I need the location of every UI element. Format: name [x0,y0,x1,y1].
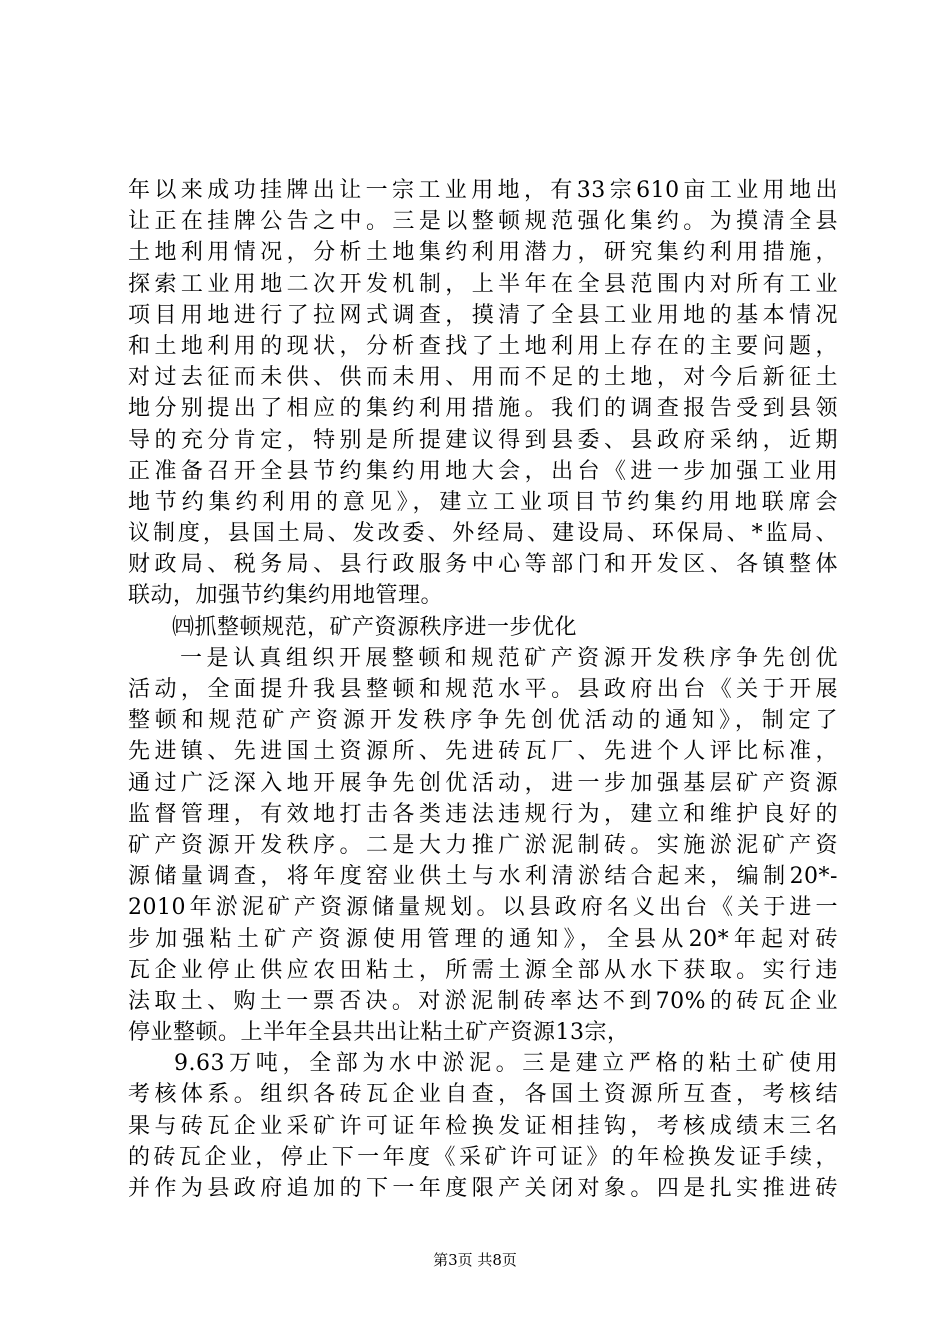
text-line: 对过去征而未供、供而未用、用而不足的土地，对今后新征土 [128,365,838,391]
text-line: 让正在挂牌公告之中。三是以整顿规范强化集约。为摸清全县 [128,209,838,235]
text-line: 2010年淤泥矿产资源储量规划。以县政府名义出台《关于进一 [128,895,838,921]
text-line: 的砖瓦企业，停止下一年度《采矿许可证》的年检换发证手续， [128,1144,838,1170]
text-line: 导的充分肯定，特别是所提建议得到县委、县政府采纳，近期 [128,427,838,453]
text-line: 先进镇、先进国土资源所、先进砖瓦厂、先进个人评比标准， [128,739,838,765]
text-line: 步加强粘土矿产资源使用管理的通知》，全县从20*年起对砖 [128,926,838,952]
text-line: 地分别提出了相应的集约利用措施。我们的调查报告受到县领 [128,396,838,422]
text-line: 财政局、税务局、县行政服务中心等部门和开发区、各镇整体 [128,552,838,578]
text-line: 土地利用情况，分析土地集约利用潜力，研究集约利用措施， [128,240,838,266]
page-number-footer: 第3页 共8页 [433,1251,517,1269]
text-line: 议制度，县国土局、发改委、外经局、建设局、环保局、*监局、 [128,521,838,547]
text-line: 地节约集约利用的意见》，建立工业项目节约集约用地联席会 [128,489,838,515]
text-line: 果与砖瓦企业采矿许可证年检换发证相挂钩，考核成绩末三名 [128,1113,838,1139]
body-text [128,175,838,1204]
text-line: 联动，加强节约集约用地管理。 [128,583,444,609]
text-line: 项目用地进行了拉网式调查，摸清了全县工业用地的基本情况 [128,302,838,328]
text-line: 年以来成功挂牌出让一宗工业用地，有33宗610亩工业用地出 [128,178,838,203]
text-line: 监督管理，有效地打击各类违法违规行为，建立和维护良好的 [128,801,838,827]
text-line: 瓦企业停止供应农田粘土，所需土源全部从水下获取。实行违 [128,957,838,983]
text-line: 源储量调查，将年度窑业供土与水利清淤结合起来，编制20*- [128,864,838,890]
text-line: 考核体系。组织各砖瓦企业自查，各国土资源所互查，考核结 [128,1082,838,1108]
text-line: 和土地利用的现状，分析查找了土地利用上存在的主要问题， [128,333,838,359]
text-line: 一是认真组织开展整顿和规范矿产资源开发秩序争先创优 [180,645,838,671]
text-line: 并作为县政府追加的下一年度限产关闭对象。四是扎实推进砖 [128,1176,838,1201]
text-line: 9.63万吨，全部为水中淤泥。三是建立严格的粘土矿使用 [174,1051,838,1077]
text-line: 通过广泛深入地开展争先创优活动，进一步加强基层矿产资源 [128,770,838,796]
text-line: 法取土、购土一票否决。对淤泥制砖率达不到70%的砖瓦企业 [128,988,838,1014]
section-heading: ㈣抓整顿规范，矿产资源秩序进一步优化 [172,614,578,640]
text-line: 停业整顿。上半年全县共出让粘土矿产资源13宗， [128,1020,630,1046]
text-line: 探索工业用地二次开发机制，上半年在全县范围内对所有工业 [128,271,838,297]
text-line: 正准备召开全县节约集约用地大会，出台《进一步加强工业用 [128,458,838,484]
text-line: 矿产资源开发秩序。二是大力推广淤泥制砖。实施淤泥矿产资 [128,832,838,858]
text-line: 整顿和规范矿产资源开发秩序争先创优活动的通知》，制定了 [128,708,838,734]
text-line: 活动，全面提升我县整顿和规范水平。县政府出台《关于开展 [128,677,838,702]
